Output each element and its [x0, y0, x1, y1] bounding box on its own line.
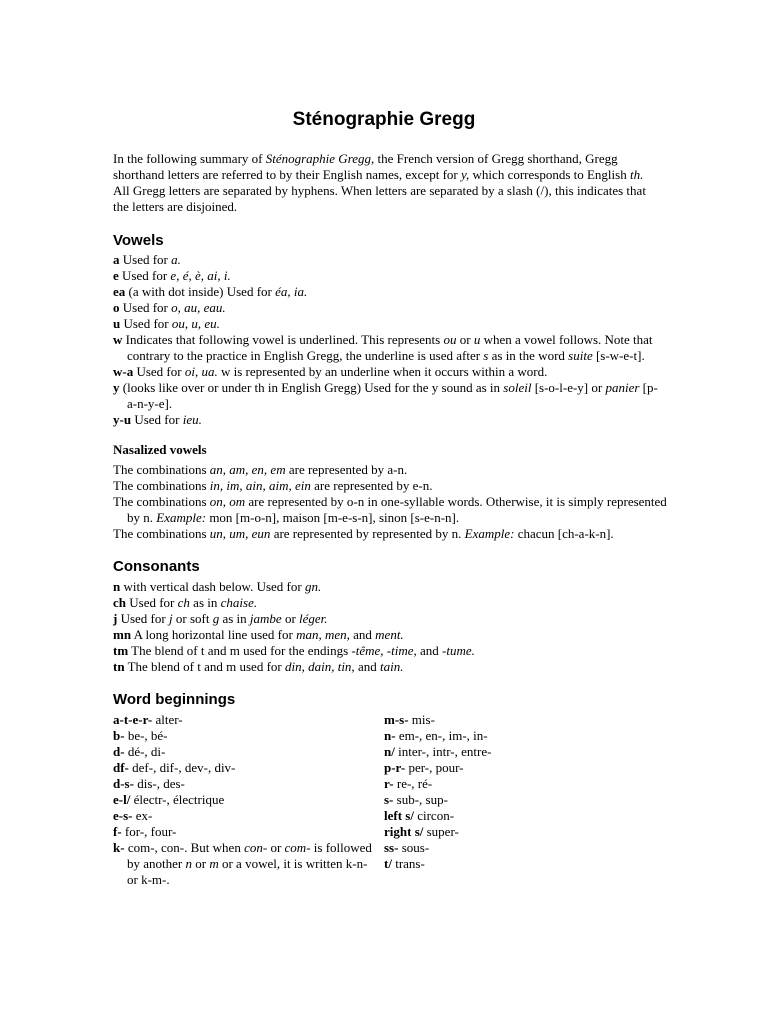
word-beginning-entry	[384, 744, 648, 760]
entry-text: be-, bé-	[124, 728, 168, 743]
entry-key: o	[113, 300, 120, 315]
entry-text: chacun [ch-a-k-n].	[514, 526, 614, 541]
entry-text: The blend of t and m used for the endings	[128, 643, 352, 658]
entry-text: circon-	[413, 808, 455, 823]
word-beginning-entry	[113, 808, 377, 824]
section-heading-nasalized-vowels: Nasalized vowels	[113, 442, 207, 457]
consonant-entry-ch	[113, 595, 667, 611]
entry-italic: panier	[605, 380, 640, 395]
entry-text: and	[349, 627, 376, 642]
entry-text: com-, con-. But when	[124, 840, 245, 855]
entry-text: and	[354, 659, 380, 674]
section-heading-consonants: Consonants	[113, 558, 200, 575]
entry-key: y	[113, 380, 120, 395]
entry-text: as in	[219, 611, 250, 626]
entry-text: The combinations	[113, 494, 210, 509]
entry-key: w-a	[113, 364, 134, 379]
word-beginning-entry	[384, 760, 648, 776]
word-beginning-entry	[384, 824, 648, 840]
entry-text: [s-o-l-e-y] or	[531, 380, 606, 395]
entry-key: e	[113, 268, 119, 283]
entry-text: Used for	[119, 252, 172, 267]
entry-italic: jambe	[249, 611, 282, 626]
entry-italic: suite	[568, 348, 593, 363]
nasal-entry	[113, 526, 667, 542]
entry-italic: a.	[171, 252, 181, 267]
word-beginning-entry	[113, 744, 377, 760]
entry-text: Used for	[133, 364, 185, 379]
word-beginning-entry	[384, 776, 648, 792]
entry-text: are represented by o-n in one-syllable words. Otherwise, it is simply represented by n.	[127, 494, 667, 525]
entry-text: for-, four-	[121, 824, 177, 839]
word-beginning-entry	[384, 728, 648, 744]
word-beginning-entry	[113, 760, 377, 776]
entry-italic: n	[185, 856, 192, 871]
entry-text: or	[281, 611, 300, 626]
entry-key: df-	[113, 760, 129, 775]
intro-text: In the following summary of	[113, 151, 266, 166]
entry-italic: din, dain, tin,	[284, 659, 355, 674]
entry-text: dis-, des-	[133, 776, 185, 791]
entry-key: tm	[113, 643, 129, 658]
entry-text: is followed by another	[127, 840, 372, 871]
entry-italic: éa, ia.	[275, 284, 308, 299]
word-beginning-entry-k	[113, 840, 377, 888]
entry-italic: an, am, en, em	[209, 462, 286, 477]
entry-key: right s/	[384, 824, 424, 839]
entry-italic: Example:	[464, 526, 515, 541]
word-beginnings-right-column	[384, 712, 655, 888]
section-heading-word-beginnings: Word beginnings	[113, 691, 236, 708]
entry-text: The combinations	[113, 478, 210, 493]
entry-key: e-l/	[113, 792, 131, 807]
vowel-entry-y	[113, 380, 667, 412]
entry-text: The combinations	[113, 462, 210, 477]
entry-text: mis-	[408, 712, 435, 727]
entry-key: d-s-	[113, 776, 134, 791]
entry-text: (a with dot inside) Used for	[125, 284, 276, 299]
entry-text: Used for	[126, 595, 178, 610]
word-beginnings-left-column	[113, 712, 384, 888]
nasal-entry	[113, 494, 667, 526]
entry-key: m-s-	[384, 712, 409, 727]
entry-text: [s-w-e-t].	[592, 348, 645, 363]
entry-text: are represented by represented by n.	[270, 526, 465, 541]
page-title: Sténographie Gregg	[292, 109, 476, 130]
entry-text: trans-	[391, 856, 425, 871]
consonant-entry-n	[113, 579, 667, 595]
entry-text: are represented by a-n.	[285, 462, 408, 477]
entry-text: Used for	[118, 268, 171, 283]
entry-text: and	[416, 643, 443, 658]
consonants-list	[113, 579, 655, 675]
entry-text: or	[456, 332, 474, 347]
word-beginning-entry	[384, 792, 648, 808]
entry-text: sous-	[398, 840, 430, 855]
entry-text: dé-, di-	[124, 744, 166, 759]
word-beginning-entry	[384, 808, 648, 824]
entry-key: f-	[113, 824, 122, 839]
entry-text: or soft	[172, 611, 213, 626]
word-beginning-entry	[113, 728, 377, 744]
entry-text: électr-, électrique	[130, 792, 225, 807]
consonant-entry-tn	[113, 659, 667, 675]
vowel-entry-a	[113, 252, 667, 268]
entry-italic: g	[212, 611, 220, 626]
entry-key: mn	[113, 627, 132, 642]
section-heading-vowels: Vowels	[113, 232, 164, 249]
entry-text: Used for	[120, 316, 172, 331]
intro-italic: y,	[460, 167, 470, 182]
entry-italic: s	[483, 348, 489, 363]
entry-text: or	[191, 856, 210, 871]
entry-text: are represented by e-n.	[310, 478, 433, 493]
entry-italic: u	[473, 332, 481, 347]
entry-key: ss-	[384, 840, 399, 855]
entry-text: or a vowel, it is written k-n- or k-m-.	[127, 856, 368, 887]
nasal-list	[113, 462, 667, 542]
word-beginning-entry	[384, 856, 648, 872]
entry-italic: j	[168, 611, 173, 626]
entry-italic: oi, ua.	[184, 364, 218, 379]
entry-key: j	[113, 611, 118, 626]
entry-italic: ieu.	[182, 412, 202, 427]
entry-italic: e, é, è, ai, i.	[170, 268, 231, 283]
intro-text: the French version of Gregg shorthand, Gregg shorthand letters are referred to by their English names, except for	[113, 151, 618, 182]
word-beginning-entry	[384, 840, 648, 856]
entry-key: n/	[384, 744, 395, 759]
entry-italic: com-	[284, 840, 311, 855]
word-beginning-entry	[113, 712, 377, 728]
entry-key: a-t-e-r-	[113, 712, 153, 727]
entry-key: t/	[384, 856, 392, 871]
vowel-entry-ea	[113, 284, 667, 300]
intro-text: which corresponds to English	[469, 167, 630, 182]
entry-text: when a vowel follows. Note that contrary to the practice in English Gregg, the underline is used after	[127, 332, 653, 363]
entry-italic: ch	[177, 595, 190, 610]
entry-italic: on, om	[209, 494, 246, 509]
vowel-entry-y-u	[113, 412, 667, 428]
entry-text: A long horizontal line used for	[131, 627, 297, 642]
vowel-entry-o	[113, 300, 667, 316]
entry-key: a	[113, 252, 120, 267]
entry-italic: -tume.	[442, 643, 475, 658]
word-beginnings-columns	[113, 712, 655, 888]
entry-text: mon [m-o-n], maison [m-e-s-n], sinon [s-e-n-n].	[206, 510, 460, 525]
entry-text: with vertical dash below. Used for	[120, 579, 305, 594]
entry-key: tn	[113, 659, 125, 674]
entry-italic: -tême, -time,	[351, 643, 417, 658]
entry-text: Indicates that following vowel is underlined. This represents	[122, 332, 444, 347]
entry-italic: soleil	[503, 380, 532, 395]
entry-text: per-, pour-	[405, 760, 464, 775]
entry-text: Used for	[119, 300, 172, 315]
entry-italic: in, im, ain, aim, ein	[209, 478, 311, 493]
nasal-entry	[113, 462, 667, 478]
consonant-entry-mn	[113, 627, 667, 643]
entry-key: e-s-	[113, 808, 133, 823]
vowel-entry-e	[113, 268, 667, 284]
intro-italic: Sténographie Gregg,	[265, 151, 375, 166]
entry-italic: ment.	[375, 627, 404, 642]
entry-text: as in	[189, 595, 221, 610]
entry-text: The blend of t and m used for	[124, 659, 285, 674]
entry-key: ea	[113, 284, 126, 299]
entry-text: alter-	[152, 712, 183, 727]
entry-key: k-	[113, 840, 125, 855]
entry-italic: un, um, eun	[209, 526, 271, 541]
entry-text: def-, dif-, dev-, div-	[128, 760, 236, 775]
consonant-entry-tm	[113, 643, 667, 659]
entry-italic: chaise.	[220, 595, 258, 610]
entry-key: y-u	[113, 412, 132, 427]
nasal-entry	[113, 478, 667, 494]
entry-italic: o, au, eau.	[171, 300, 226, 315]
entry-text: as in the word	[488, 348, 569, 363]
entry-text: w is represented by an underline when it occurs within a word.	[217, 364, 548, 379]
entry-italic: ou	[443, 332, 457, 347]
entry-italic: gn.	[304, 579, 322, 594]
entry-italic: Example:	[156, 510, 207, 525]
entry-text: sub-, sup-	[393, 792, 448, 807]
entry-key: b-	[113, 728, 125, 743]
entry-key: n	[113, 579, 121, 594]
entry-italic: léger.	[299, 611, 328, 626]
entry-text: Used for	[131, 412, 183, 427]
entry-key: left s/	[384, 808, 414, 823]
entry-key: n-	[384, 728, 396, 743]
vowels-list	[113, 252, 658, 428]
entry-text: em-, en-, im-, in-	[395, 728, 488, 743]
word-beginning-entry	[113, 776, 377, 792]
entry-italic: ou, u, eu.	[171, 316, 220, 331]
entry-key: ch	[113, 595, 126, 610]
entry-key: r-	[384, 776, 394, 791]
vowel-entry-w-a	[113, 364, 667, 380]
entry-key: p-r-	[384, 760, 406, 775]
entry-italic: man, men,	[296, 627, 350, 642]
entry-text: [p-a-n-y-e].	[127, 380, 658, 411]
vowel-entry-w	[113, 332, 667, 364]
entry-text: Used for	[117, 611, 169, 626]
intro-italic: th.	[629, 167, 644, 182]
entry-text: inter-, intr-, entre-	[394, 744, 492, 759]
entry-italic: con-	[244, 840, 268, 855]
word-beginning-entry	[384, 712, 648, 728]
entry-text: ex-	[132, 808, 153, 823]
word-beginning-entry	[113, 824, 377, 840]
entry-text: re-, ré-	[393, 776, 433, 791]
entry-key: u	[113, 316, 121, 331]
vowel-entry-u	[113, 316, 667, 332]
word-beginning-entry	[113, 792, 377, 808]
entry-italic: m	[209, 856, 219, 871]
entry-text: super-	[423, 824, 459, 839]
entry-key: d-	[113, 744, 125, 759]
entry-text: The combinations	[113, 526, 210, 541]
entry-key: s-	[384, 792, 394, 807]
intro-paragraph	[113, 151, 653, 215]
entry-text: or	[267, 840, 285, 855]
entry-key: w	[113, 332, 123, 347]
entry-italic: tain.	[379, 659, 404, 674]
intro-text: All Gregg letters are separated by hyphens. When letters are separated by a slash (/), this indicates that the letters are disjoined.	[113, 183, 646, 214]
entry-text: (looks like over or under th in English Gregg) Used for the y sound as in	[119, 380, 504, 395]
consonant-entry-j	[113, 611, 667, 627]
